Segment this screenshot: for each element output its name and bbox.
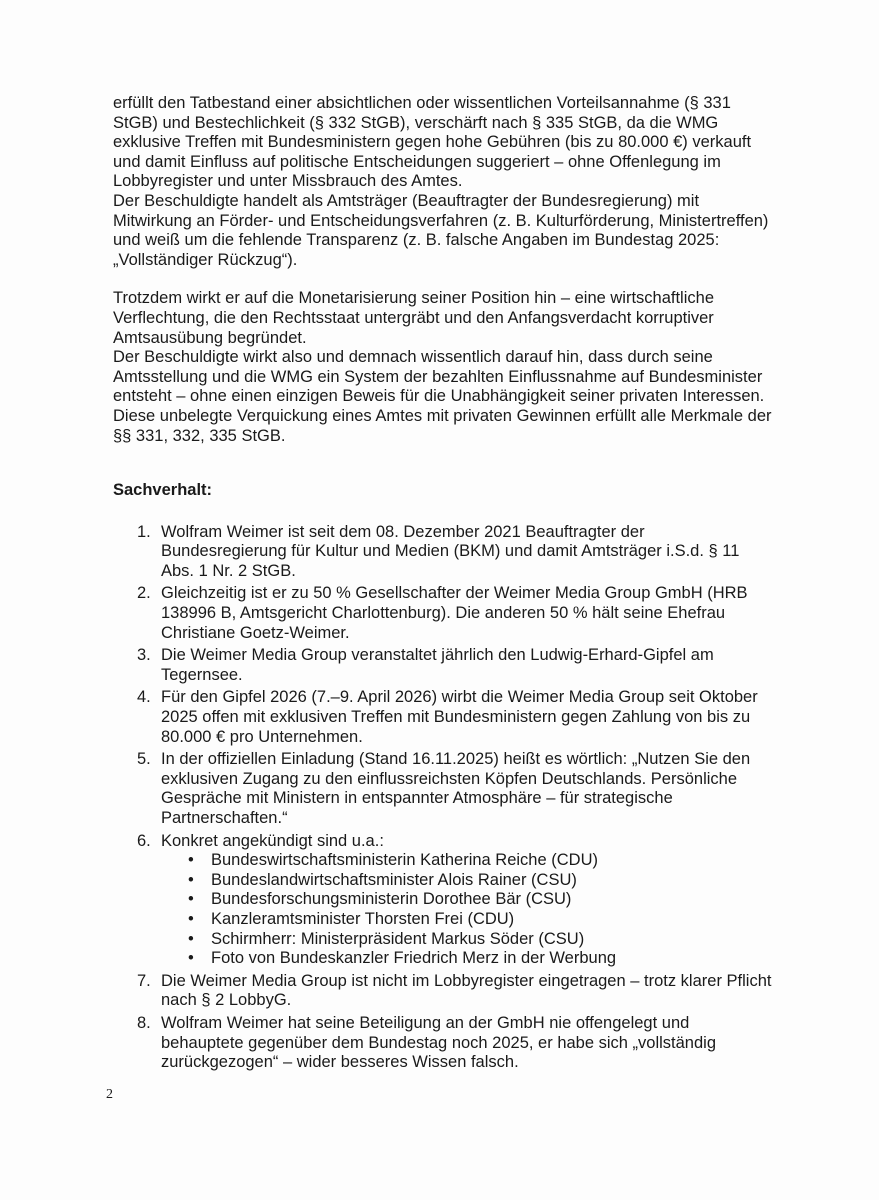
facts-list <box>113 523 773 1073</box>
item-number: 4. <box>137 688 151 707</box>
item-text: Die Weimer Media Group ist nicht im Lobbyregister eingetragen – trotz klarer Pflicht nach § 2 LobbyG. <box>161 971 772 1010</box>
bullet-icon: • <box>188 909 194 928</box>
minister-text: Kanzleramtsminister Thorsten Frei (CDU) <box>211 909 515 928</box>
item-text: Die Weimer Media Group veranstaltet jährlich den Ludwig-Erhard-Gipfel am Tegernsee. <box>161 646 714 684</box>
paragraph-line: Der Beschuldigte handelt als Amtsträger (Beauftragter der Bundesregierung) mit Mitwirkung an Förder- und Entscheidungsverfahren (z. B. Kulturförderung, Ministertreffen) und weiß um die fehlende Transparenz (z. B. falsche Angaben im Bundestag 2025: „Vollständiger Rückzug“). <box>113 191 769 269</box>
bullet-icon: • <box>188 949 194 968</box>
bullet-icon: • <box>188 890 194 909</box>
minister-item <box>161 871 773 891</box>
item-number: 6. <box>137 831 151 850</box>
item-text: In der offiziellen Einladung (Stand 16.11.2025) heißt es wörtlich: „Nutzen Sie den exklusiven Zugang zu den einflussreichsten Köpfen Deutschlands. Persönliche Gespräche mit Ministern in entspannter Atmosphäre – für strategische Partnerschaften.“ <box>161 750 751 827</box>
item-number: 7. <box>137 971 151 990</box>
item-number: 5. <box>137 750 151 769</box>
minister-item <box>161 949 773 969</box>
page-number: 2 <box>106 1087 113 1102</box>
minister-item <box>161 910 773 930</box>
minister-text: Foto von Bundeskanzler Friedrich Merz in der Werbung <box>211 949 617 968</box>
list-item <box>113 688 773 747</box>
item-text: Wolfram Weimer ist seit dem 08. Dezember 2021 Beauftragter der Bundesregierung für Kultur und Medien (BKM) und damit Amtsträger i.S.d. § 11 Abs. 1 Nr. 2 StGB. <box>161 522 740 580</box>
list-item <box>113 832 773 969</box>
minister-text: Bundeswirtschaftsministerin Katherina Reiche (CDU) <box>211 851 598 870</box>
list-item <box>113 1014 773 1073</box>
list-item <box>113 523 773 582</box>
intro-paragraph-2 <box>113 289 773 446</box>
minister-text: Schirmherr: Ministerpräsident Markus Söder (CSU) <box>211 929 585 948</box>
item-text: Für den Gipfel 2026 (7.–9. April 2026) wirbt die Weimer Media Group seit Oktober 2025 offen mit exklusiven Treffen mit Bundesministern gegen Zahlung von bis zu 80.000 € pro Unternehmen. <box>161 688 758 746</box>
minister-item <box>161 890 773 910</box>
item-text: Gleichzeitig ist er zu 50 % Gesellschafter der Weimer Media Group GmbH (HRB 138996 B, Amtsgericht Charlottenburg). Die anderen 50 % hält seine Ehefrau Christiane Goetz-Weimer. <box>161 584 748 642</box>
ministers-list <box>161 851 773 969</box>
bullet-icon: • <box>188 870 194 889</box>
paragraph-line: Der Beschuldigte wirkt also und demnach wissentlich darauf hin, dass durch seine Amtsstellung und die WMG ein System der bezahlten Einflussnahme auf Bundesminister entsteht – ohne einen einzigen Beweis für die Unabhängigkeit seiner privaten Interessen. <box>113 348 765 406</box>
section-heading: Sachverhalt: <box>113 481 213 500</box>
minister-text: Bundesforschungsministerin Dorothee Bär (CSU) <box>211 890 572 909</box>
item-number: 3. <box>137 646 151 665</box>
intro-paragraph-1 <box>113 94 773 270</box>
bullet-icon: • <box>188 851 194 870</box>
minister-text: Bundeslandwirtschaftsminister Alois Rainer (CSU) <box>211 870 577 889</box>
item-number: 8. <box>137 1013 151 1032</box>
page-content <box>113 94 773 1076</box>
paragraph-line: Trotzdem wirkt er auf die Monetarisierung seiner Position hin – eine wirtschaftliche Verflechtung, die den Rechtsstaat untergräbt und den Anfangsverdacht korruptiver Amtsausübung begründet. <box>113 289 714 347</box>
minister-item <box>161 930 773 950</box>
paragraph-line: erfüllt den Tatbestand einer absichtlichen oder wissentlichen Vorteilsannahme (§ 331 StGB) und Bestechlichkeit (§ 332 StGB), verschärft nach § 335 StGB, da die WMG exklusive Treffen mit Bundesministern gegen hohe Gebühren (bis zu 80.000 €) verkauft und damit Einfluss auf politische Entscheidungen suggeriert – ohne Offenlegung im Lobbyregister und unter Missbrauch des Amtes. <box>113 94 752 191</box>
list-item <box>113 646 773 685</box>
item-text: Wolfram Weimer hat seine Beteiligung an der GmbH nie offengelegt und behauptete gegenüber dem Bundestag noch 2025, er habe sich „vollständig zurückgezogen“ – wider besseres Wissen falsch. <box>161 1013 716 1072</box>
paragraph-spacer <box>113 270 773 289</box>
item-text: Konkret angekündigt sind u.a.: <box>161 831 384 850</box>
list-item <box>113 972 773 1011</box>
item-number: 1. <box>137 522 151 541</box>
bullet-icon: • <box>188 929 194 948</box>
list-item <box>113 750 773 828</box>
paragraph-line: Diese unbelegte Verquickung eines Amtes mit privaten Gewinnen erfüllt alle Merkmale der §§ 331, 332, 335 StGB. <box>113 406 772 445</box>
item-number: 2. <box>137 584 151 603</box>
minister-item <box>161 851 773 871</box>
list-item <box>113 584 773 643</box>
